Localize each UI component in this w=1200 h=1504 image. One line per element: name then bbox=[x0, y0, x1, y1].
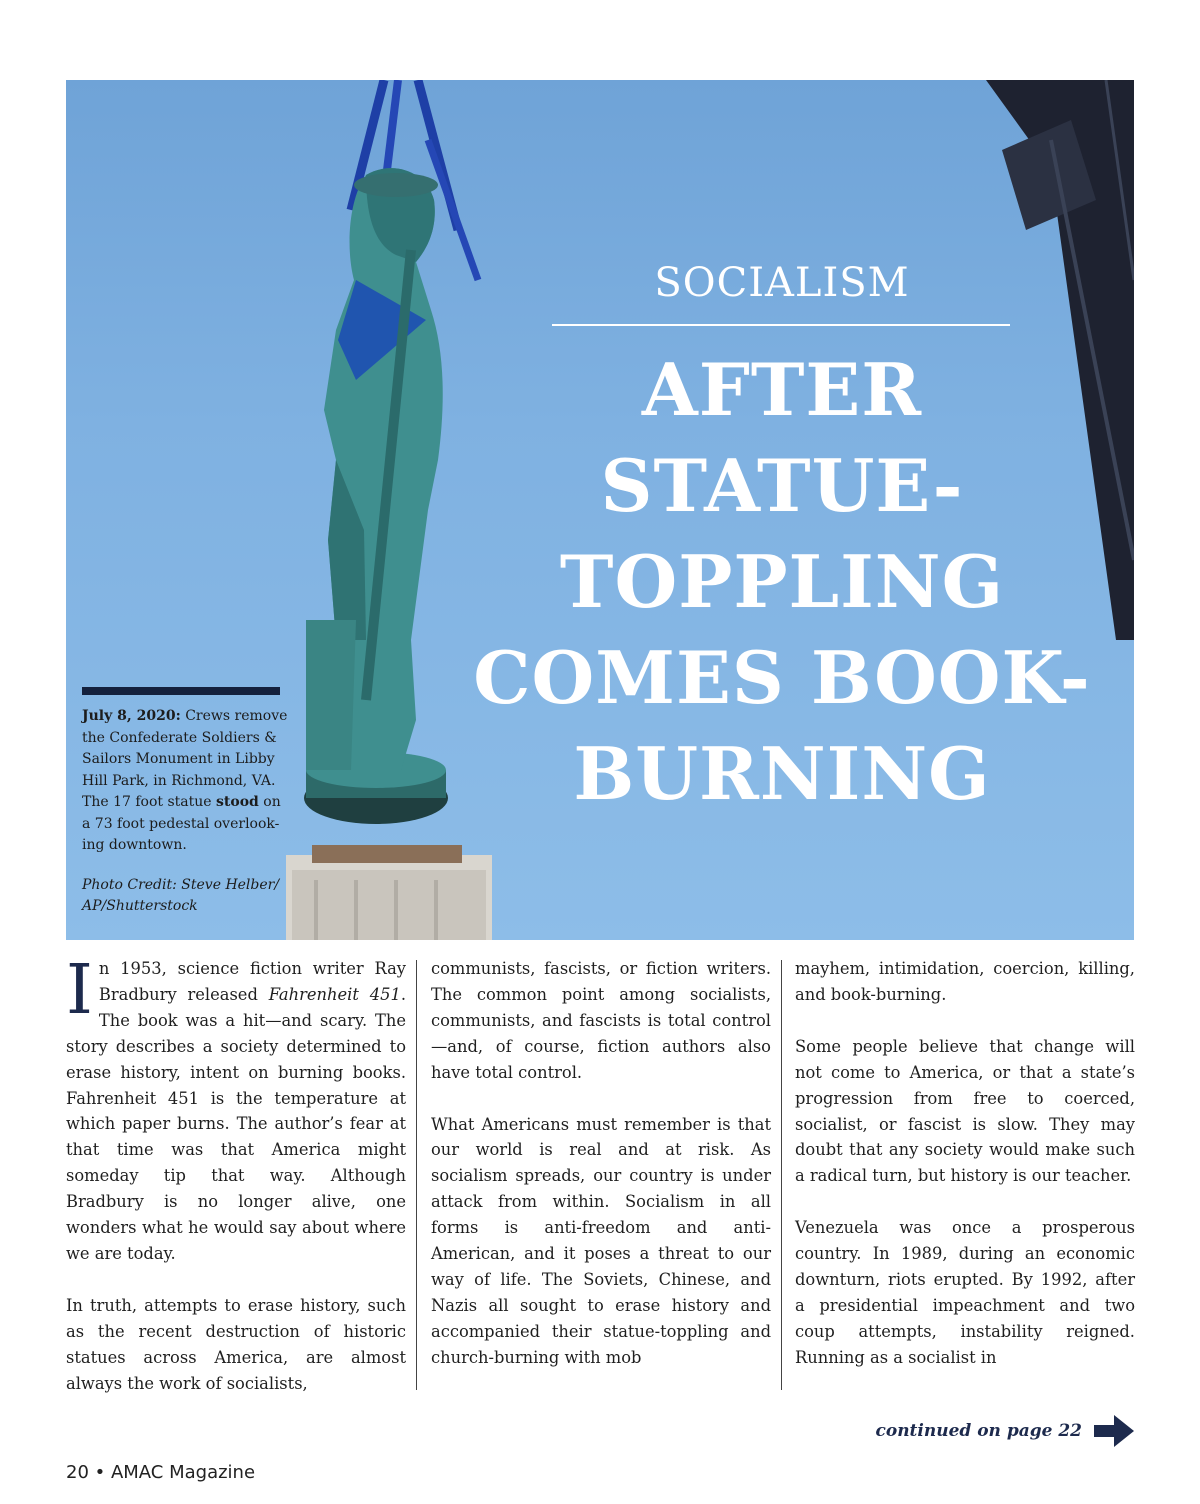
paragraph: mayhem, intimidation, coercion, killing, and book-burning. bbox=[795, 959, 1135, 1004]
page-number-label: 20 • AMAC Magazine bbox=[66, 1462, 256, 1483]
paragraph: In truth, attempts to erase history, such as the recent destruction of historic statues across America, are almost always the work of socialists, bbox=[66, 1295, 406, 1393]
arrow-right-icon[interactable] bbox=[1094, 1413, 1136, 1449]
kicker-divider bbox=[552, 324, 1010, 326]
headline bbox=[452, 342, 1112, 822]
caption-bar bbox=[82, 687, 280, 695]
headline-line: BURNING bbox=[573, 731, 991, 816]
continued-link[interactable]: continued on page 22 bbox=[875, 1421, 1082, 1441]
caption-bold: stood bbox=[216, 794, 259, 810]
hero-photo bbox=[66, 80, 1134, 940]
section-kicker: SOCIALISM bbox=[654, 260, 910, 306]
column-divider bbox=[416, 960, 417, 1390]
caption-text-a: Crews remove the Confederate Soldiers & Sailors Monument in Libby Hill Park, in Richmond, VA. The 17 foot statue bbox=[82, 708, 288, 810]
paragraph: What Americans must remember is that our world is real and at risk. As socialism spreads, our country is under attack from within. Socialism in all forms is anti-freedom and anti-American, and it poses a threat to our way of life. The Soviets, Chinese, and Nazis all sought to erase history and accompanied their statue-toppling and church-burning with mob bbox=[431, 1114, 771, 1367]
paragraph: communists, fascists, or fiction writers. The common point among socialists, communists, and fascists is total control—and, of course, fiction authors also have total control. bbox=[431, 959, 771, 1082]
headline-line: STATUE- bbox=[600, 443, 964, 528]
headline-line: TOPPLING bbox=[559, 539, 1005, 624]
article-column-3 bbox=[795, 956, 1135, 1392]
photo-caption bbox=[82, 706, 288, 918]
paragraph: Venezuela was once a prosperous country. In 1989, during an economic downturn, riots erupted. By 1992, after a presidential impeachment and two coup attempts, instability reigned. Running as a socialist in bbox=[795, 1218, 1135, 1367]
drop-cap: I bbox=[66, 951, 93, 1030]
article-column-1 bbox=[66, 951, 406, 1393]
caption-date: July 8, 2020: bbox=[82, 708, 181, 724]
text-run: n 1953, science fiction writer Ray Bradbury released bbox=[98, 959, 406, 1004]
caption-text-b: on a 73 foot pedestal overlook-ing downtown. bbox=[82, 794, 281, 853]
text-run: . The book was a hit—and scary. The story describes a society determined to erase history, intent on burning books. Fahrenheit 451 is the temperature at which paper burns. The author’s fear at that time was that America might someday tip that way. Although Bradbury is no longer alive, one wonders what he would say about where we are today. bbox=[66, 984, 406, 1263]
book-title: Fahrenheit 451 bbox=[268, 984, 401, 1004]
headline-line: AFTER bbox=[641, 347, 923, 432]
paragraph: Some people believe that change will not come to America, or that a state’s progression from free to coerced, socialist, or fascist is slow. They may doubt that any society would make such a radical turn, but history is our teacher. bbox=[795, 1036, 1135, 1186]
paragraph bbox=[66, 951, 406, 1267]
headline-line: COMES BOOK- bbox=[473, 635, 1091, 720]
article-column-2 bbox=[431, 956, 771, 1392]
column-divider bbox=[781, 960, 782, 1390]
photo-credit: Photo Credit: Steve Helber/ AP/Shutterstock bbox=[82, 876, 280, 914]
